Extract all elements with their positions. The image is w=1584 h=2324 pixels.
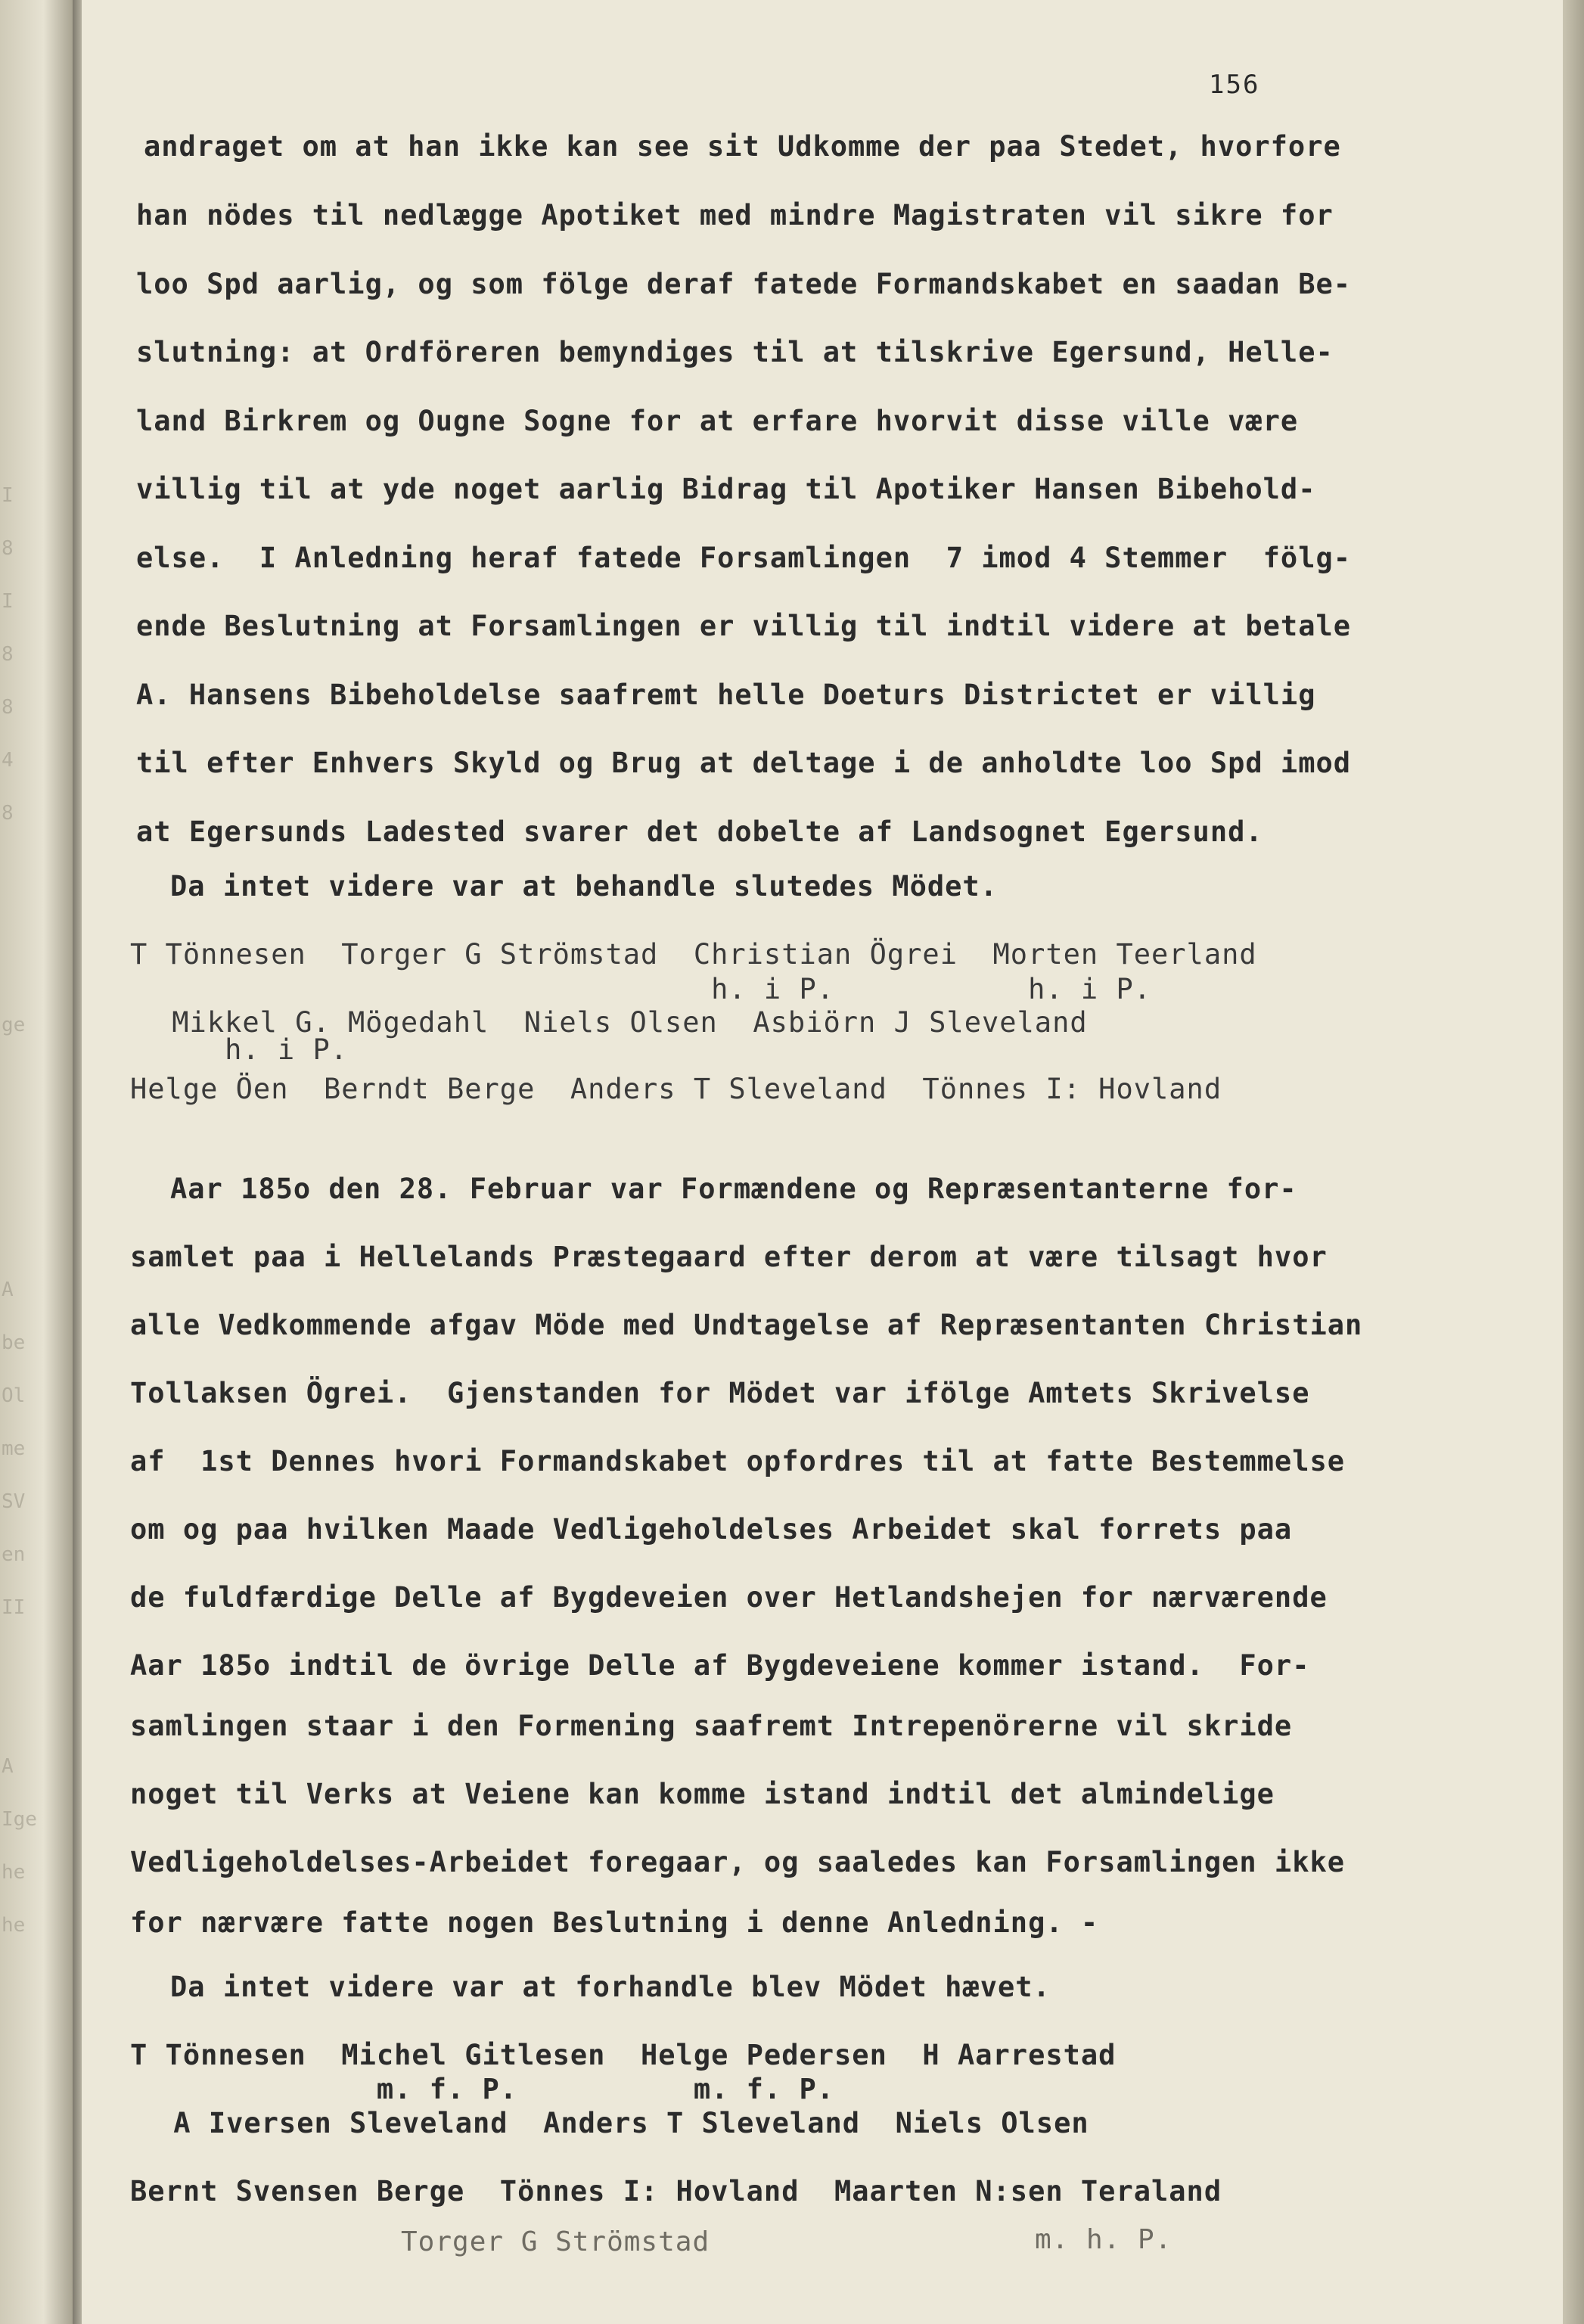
text-line: noget til Verks at Veiene kan komme istand indtil det almindelige	[130, 1778, 1275, 1810]
page-number: 156	[1209, 70, 1260, 100]
faded-signature-note: m. h. P.	[1035, 2224, 1172, 2255]
closing-line-2: Da intet videre var at forhandle blev Mödet hævet.	[170, 1971, 1051, 2003]
book-gutter	[73, 0, 82, 2324]
signature-line: T Tönnesen Michel Gitlesen Helge Pedersen H Aarrestad	[130, 2039, 1117, 2071]
signature-line: h. i P.	[154, 1033, 349, 1066]
text-line: alle Vedkommende afgav Möde med Undtagelse af Repræsentanten Christian	[130, 1309, 1363, 1341]
signature-line: Mikkel G. Mögedahl Niels Olsen Asbiörn J Sleveland	[154, 1006, 1088, 1039]
text-line: Vedligeholdelses-Arbeidet foregaar, og saaledes kan Forsamlingen ikke	[130, 1846, 1346, 1878]
signature-line: m. f. P. m. f. P.	[130, 2073, 835, 2105]
text-line: Tollaksen Ögrei. Gjenstanden for Mödet var ifölge Amtets Skrivelse	[130, 1377, 1310, 1409]
text-line: villig til at yde noget aarlig Bidrag til Apotiker Hansen Bibehold-	[136, 473, 1316, 505]
text-line: ende Beslutning at Forsamlingen er villig til indtil videre at betale	[136, 610, 1352, 642]
text-line: de fuldfærdige Delle af Bygdeveien over Hetlandshejen for nærværende	[130, 1581, 1328, 1614]
signature-line: A Iversen Sleveland Anders T Sleveland Niels Olsen	[156, 2107, 1089, 2139]
text-line: samlet paa i Hellelands Præstegaard efter derom at være tilsagt hvor	[130, 1241, 1328, 1273]
faded-signature-name: Torger G Strömstad	[401, 2226, 710, 2257]
facing-page-text-fragments: I 8 I 8 8 4 8 ge A be Ol me SV en II A Ige he he	[2, 484, 37, 1937]
signature-line: T Tönnesen Torger G Strömstad Christian Ögrei Morten Teerland	[130, 938, 1257, 971]
text-line: Aar 185o den 28. Februar var Formændene og Repræsentanterne for-	[170, 1173, 1297, 1205]
signature-line: Helge Öen Berndt Berge Anders T Sleveland Tönnes I: Hovland	[130, 1073, 1222, 1105]
text-line: for nærvære fatte nogen Beslutning i denne Anledning. -	[130, 1906, 1099, 1939]
text-line: A. Hansens Bibeholdelse saafremt helle Doeturs Districtet er villig	[136, 679, 1316, 711]
signature-line: h. i P. h. i P.	[130, 973, 1152, 1005]
signature-line: Bernt Svensen Berge Tönnes I: Hovland Maarten N:sen Teraland	[130, 2175, 1222, 2207]
text-line: else. I Anledning heraf fatede Forsamlingen 7 imod 4 Stemmer fölg-	[136, 542, 1352, 574]
text-line: til efter Enhvers Skyld og Brug at deltage i de anholdte loo Spd imod	[136, 747, 1352, 779]
text-line: at Egersunds Ladested svarer det dobelte af Landsognet Egersund.	[136, 816, 1263, 848]
text-line: Aar 185o indtil de övrige Delle af Bygdeveiene kommer istand. For-	[130, 1649, 1310, 1682]
text-line: han nödes til nedlægge Apotiket med mindre Magistraten vil sikre for	[136, 199, 1334, 231]
facing-page-edge	[0, 0, 73, 2324]
text-line: om og paa hvilken Maade Vedligeholdelses Arbeidet skal forrets paa	[130, 1513, 1293, 1546]
closing-line-1: Da intet videre var at behandle slutedes Mödet.	[170, 870, 998, 903]
text-line: andraget om at han ikke kan see sit Udkomme der paa Stedet, hvorfore	[144, 130, 1341, 163]
page-right-edge	[1563, 0, 1584, 2324]
text-line: af 1st Dennes hvori Formandskabet opfordres til at fatte Bestemmelse	[130, 1445, 1346, 1477]
text-line: samlingen staar i den Formening saafremt Intrepenörerne vil skride	[130, 1710, 1293, 1742]
text-line: slutning: at Ordföreren bemyndiges til at tilskrive Egersund, Helle-	[136, 336, 1334, 368]
text-line: loo Spd aarlig, og som fölge deraf fatede Formandskabet en saadan Be-	[136, 268, 1352, 300]
text-line: land Birkrem og Ougne Sogne for at erfare hvorvit disse ville være	[136, 405, 1299, 437]
